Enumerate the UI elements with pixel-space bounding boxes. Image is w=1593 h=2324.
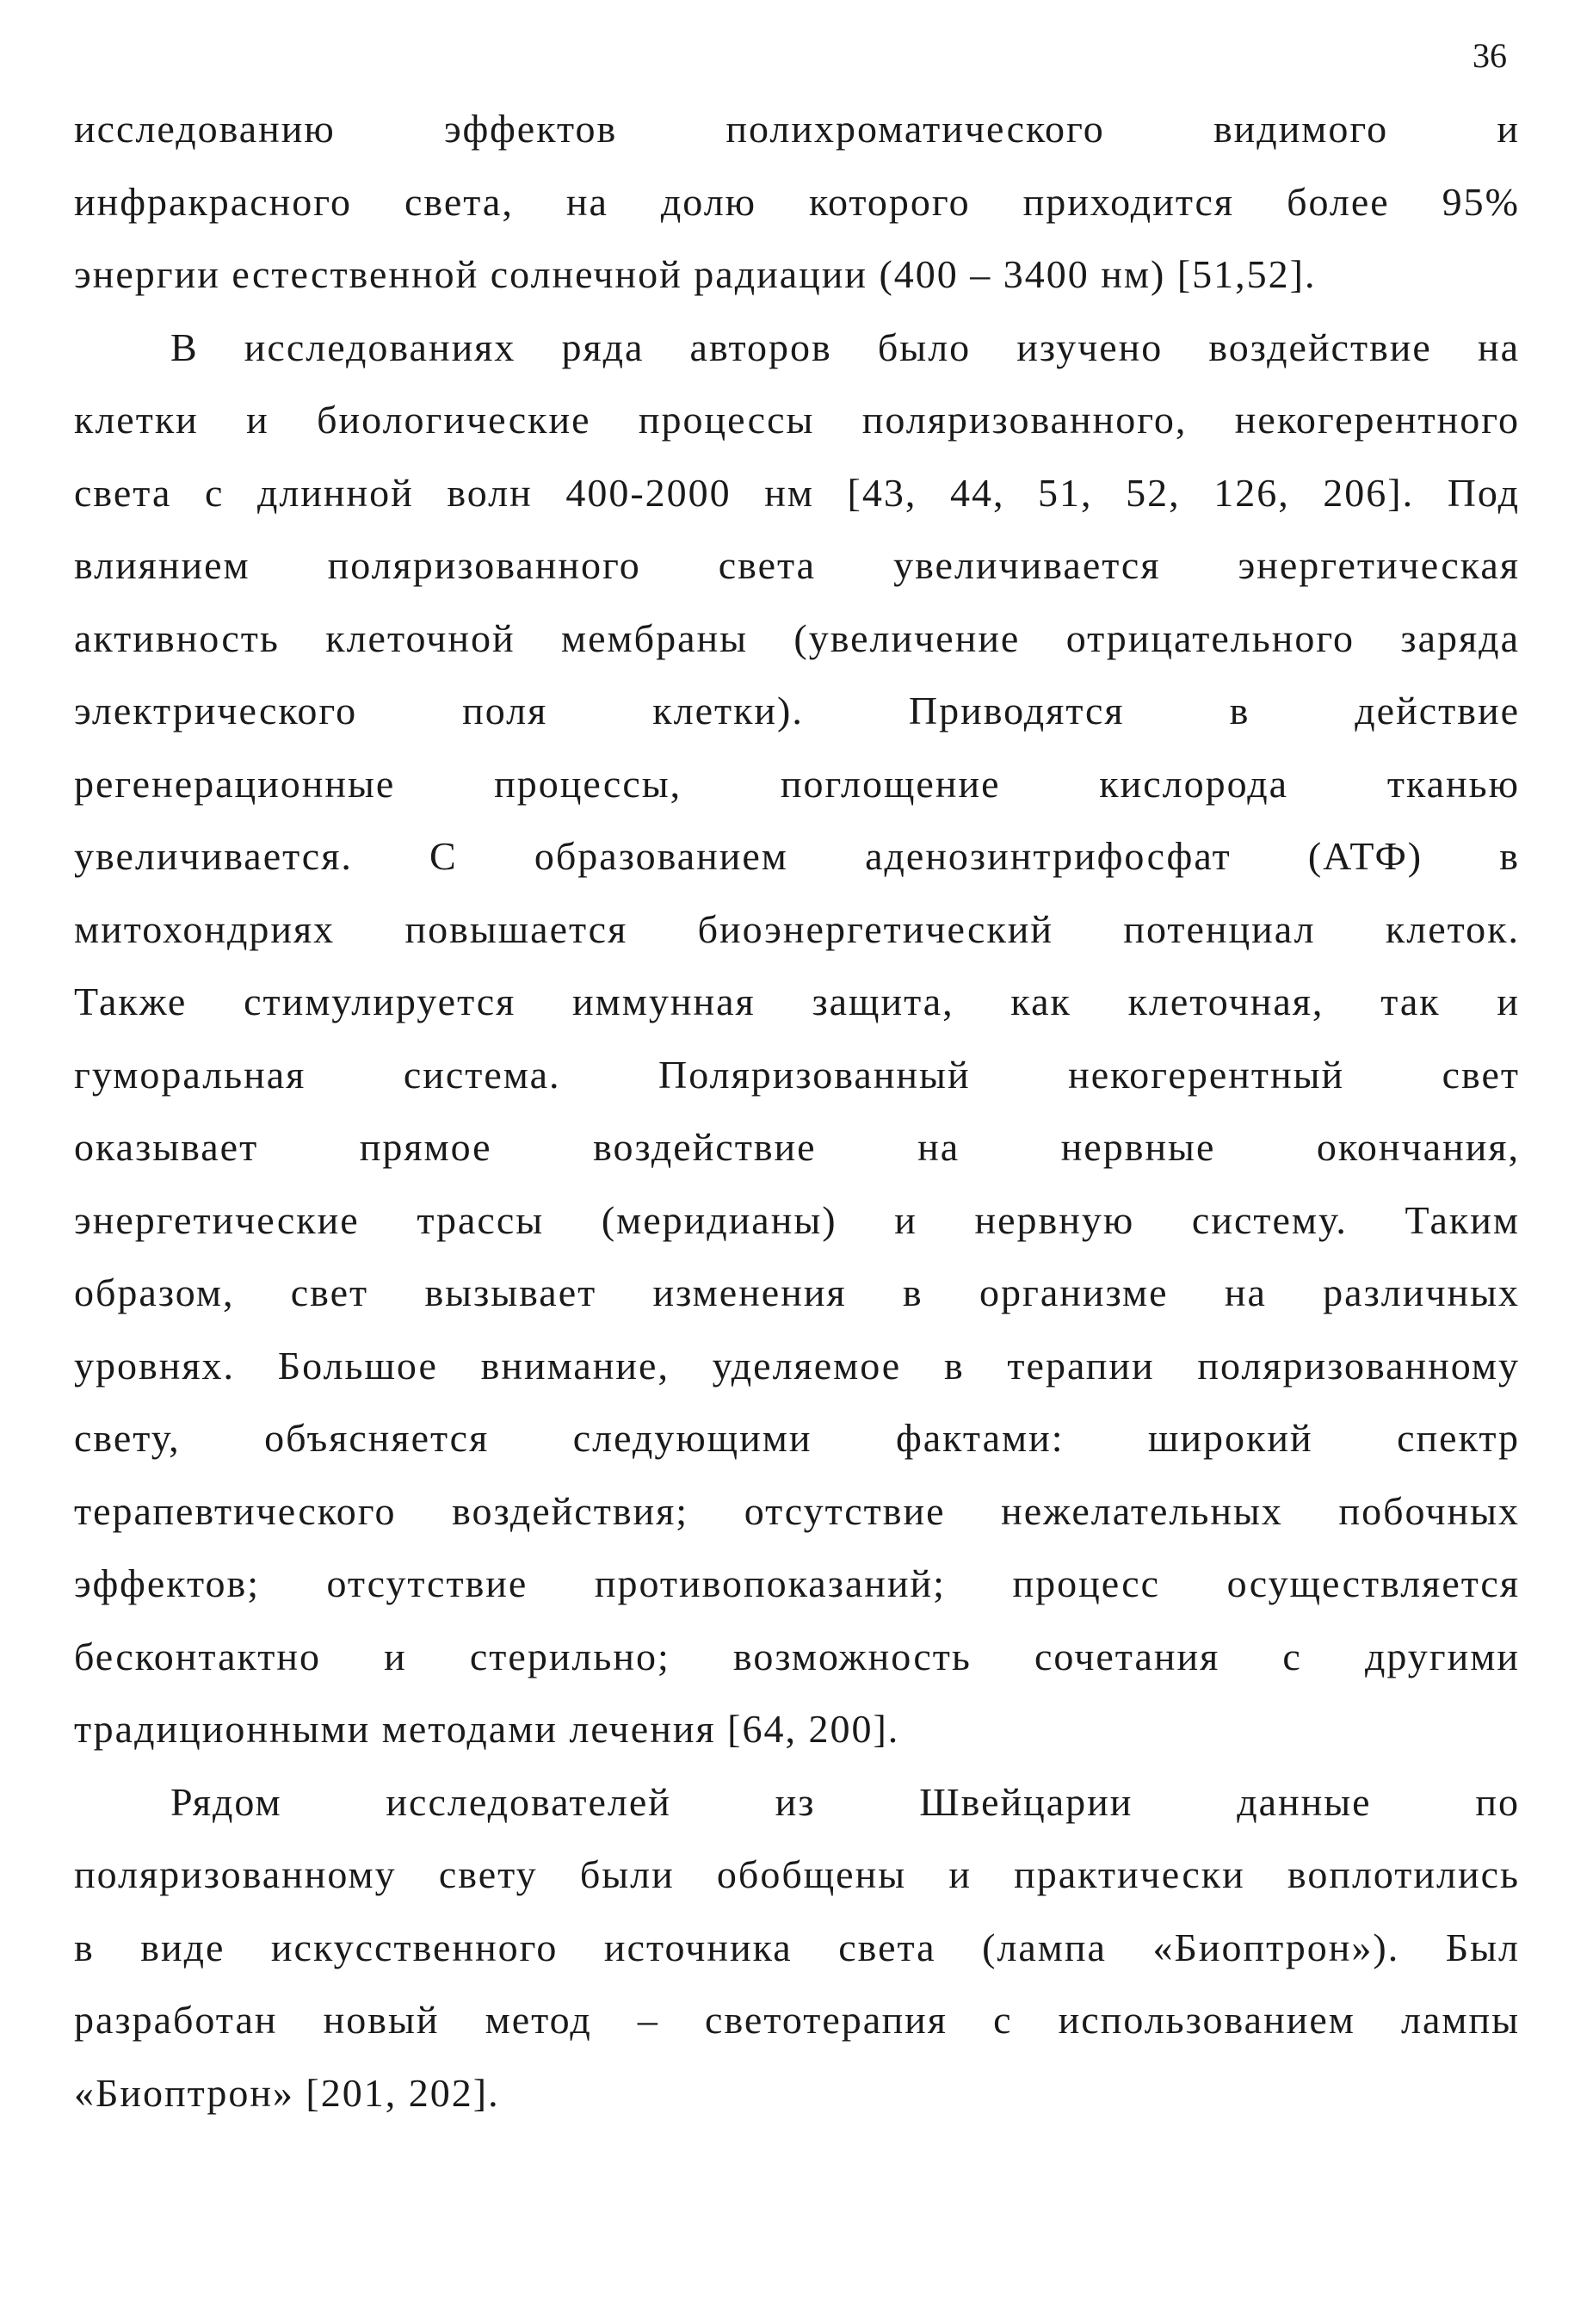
- text-line: В исследованиях ряда авторов было изучено воздействие на: [170, 324, 1520, 369]
- text-line: традиционными методами лечения [64, 200].: [74, 1707, 900, 1751]
- text-line: влиянием поляризованного света увеличивается энергетическая: [74, 543, 1520, 587]
- paragraph-2: [74, 312, 1520, 1766]
- text-line: митохондриях повышается биоэнергетический потенциал клеток.: [74, 906, 1520, 951]
- text-line: поляризованному свету были обобщены и практически воплотились: [74, 1852, 1520, 1896]
- text-line: Также стимулируется иммунная защита, как клеточная, так и: [74, 980, 1520, 1023]
- text-line: уровнях. Большое внимание, уделяемое в терапии поляризованному: [74, 1343, 1520, 1388]
- text-line: образом, свет вызывает изменения в организме на различных: [74, 1270, 1520, 1314]
- text-line: эффектов; отсутствие противопоказаний; процесс осуществляется: [74, 1561, 1520, 1605]
- text-line: терапевтического воздействия; отсутствие нежелательных побочных: [74, 1488, 1520, 1533]
- text-line: активность клеточной мембраны (увеличение отрицательного заряда: [74, 615, 1520, 660]
- text-line: энергетические трассы (меридианы) и нервную систему. Таким: [74, 1197, 1520, 1242]
- body-text: [74, 93, 1520, 2129]
- text-line: гуморальная система. Поляризованный некогерентный свет: [74, 1052, 1520, 1097]
- text-line: Рядом исследователей из Швейцарии данные по: [170, 1779, 1520, 1824]
- text-line: увеличивается. С образованием аденозинтрифосфат (АТФ) в: [74, 834, 1520, 878]
- text-line: исследованию эффектов полихроматического видимого и: [74, 107, 1520, 151]
- paragraph-3: [74, 1766, 1520, 2130]
- text-line: оказывает прямое воздействие на нервные окончания,: [74, 1125, 1520, 1169]
- text-line: регенерационные процессы, поглощение кислорода тканью: [74, 761, 1520, 806]
- text-line: энергии естественной солнечной радиации (400 – 3400 нм) [51,52].: [74, 252, 1317, 296]
- text-line: в виде искусственного источника света (лампа «Биоптрон»). Был: [74, 1925, 1520, 1969]
- text-line: инфракрасного света, на долю которого приходится более 95%: [74, 179, 1520, 224]
- text-line: «Биоптрон» [201, 202].: [74, 2070, 500, 2115]
- page-number: 36: [1473, 36, 1507, 75]
- text-line: свету, объясняется следующими фактами: широкий спектр: [74, 1416, 1520, 1460]
- text-line: света с длинной волн 400-2000 нм [43, 44, 51, 52, 126, 206]. Под: [74, 470, 1520, 515]
- text-line: бесконтактно и стерильно; возможность сочетания с другими: [74, 1634, 1520, 1678]
- paragraph-1: [74, 93, 1520, 312]
- text-line: электрического поля клетки). Приводятся в действие: [74, 689, 1520, 732]
- text-line: разработан новый метод – светотерапия с использованием лампы: [74, 1998, 1520, 2042]
- text-line: клетки и биологические процессы поляризованного, некогерентного: [74, 398, 1520, 442]
